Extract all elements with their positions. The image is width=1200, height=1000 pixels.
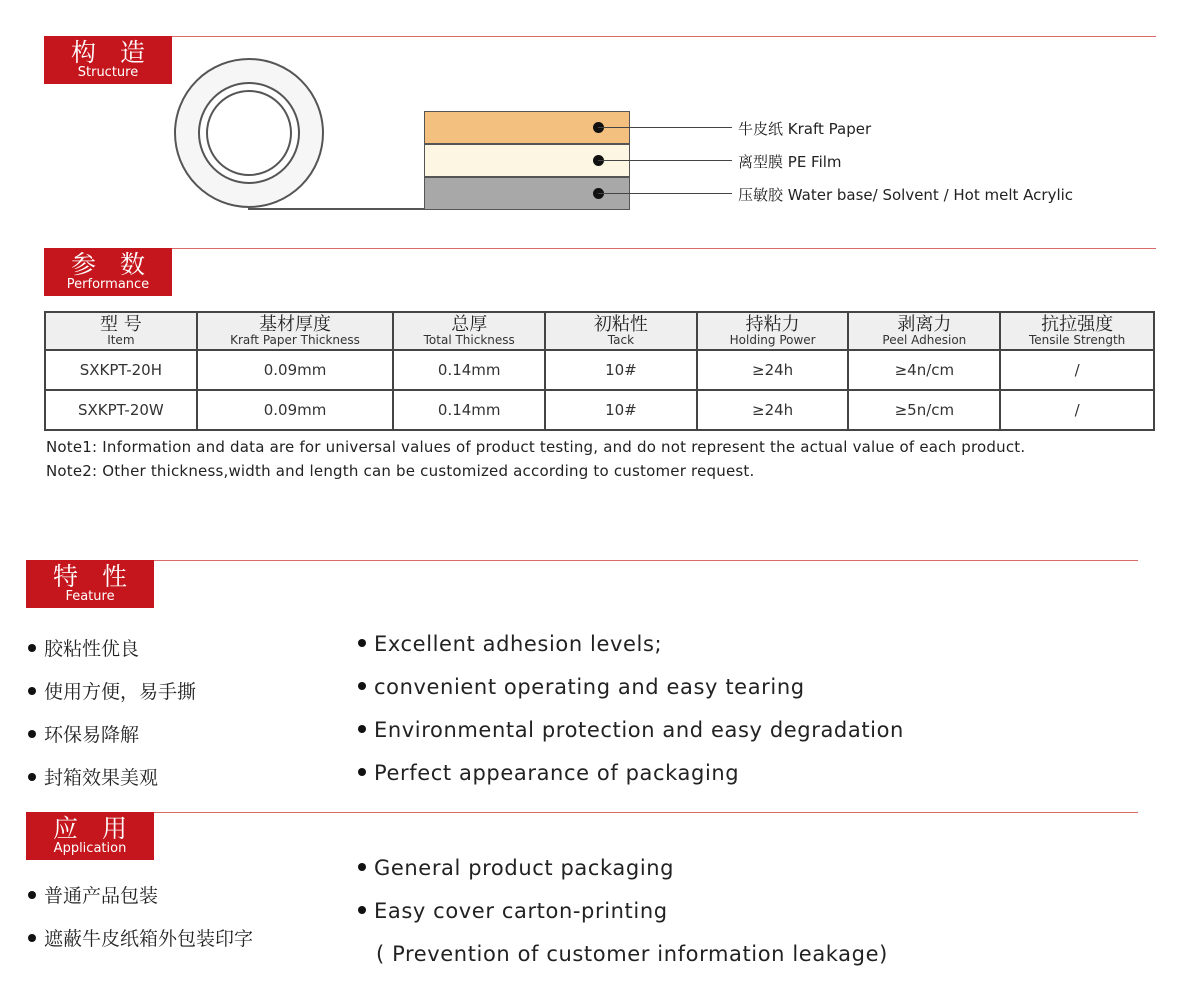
feature-item-en: Excellent adhesion levels;: [358, 632, 662, 656]
application-item-en-extra: ( Prevention of customer information leakage): [376, 942, 888, 966]
column-header: 总厚 Total Thickness: [393, 312, 545, 350]
bullet-dot: [28, 730, 36, 738]
bullet-dot: [28, 773, 36, 781]
table-cell: SXKPT-20W: [45, 390, 197, 430]
performance-header: [44, 248, 1156, 296]
structure-badge: [44, 36, 172, 84]
feature-badge: [26, 560, 154, 608]
application-rule: [26, 812, 1138, 813]
application-title-en: Application: [53, 841, 127, 856]
performance-table: [44, 311, 1155, 431]
table-cell: 0.09mm: [197, 390, 394, 430]
table-cell: 0.09mm: [197, 350, 394, 390]
column-header: 初粘性 Tack: [545, 312, 697, 350]
feature-item-cn: 封箱效果美观: [28, 763, 158, 790]
table-row: [45, 390, 1154, 430]
bullet-dot: [28, 934, 36, 942]
leader-line: [598, 193, 732, 194]
layer-label-kraft-paper: 牛皮纸 Kraft Paper: [738, 120, 872, 138]
application-item-cn: 普通产品包装: [28, 881, 158, 908]
bullet-dot: [28, 644, 36, 652]
layer-label-pe-film: 离型膜 PE Film: [738, 153, 842, 171]
table-cell: 0.14mm: [393, 350, 545, 390]
column-header: 剥离力 Peel Adhesion: [848, 312, 1000, 350]
performance-rule: [44, 248, 1156, 249]
column-header: 型 号 Item: [45, 312, 197, 350]
feature-item-cn: 使用方便，易手撕: [28, 677, 196, 704]
feature-item-cn: 胶粘性优良: [28, 634, 139, 661]
table-cell: ≥5n/cm: [848, 390, 1000, 430]
bullet-dot: [358, 682, 366, 690]
leader-line: [598, 127, 732, 128]
table-row: [45, 350, 1154, 390]
table-cell: /: [1000, 390, 1154, 430]
performance-badge: [44, 248, 172, 296]
table-cell: ≥24h: [697, 390, 849, 430]
application-title-cn: 应 用: [53, 814, 135, 843]
performance-title-cn: 参 数: [71, 250, 153, 279]
note-2: Note2: Other thickness,width and length can be customized according to customer request.: [46, 462, 755, 480]
table-cell: ≥4n/cm: [848, 350, 1000, 390]
feature-item-cn: 环保易降解: [28, 720, 139, 747]
roll-tail-line: [248, 208, 424, 210]
table-header-row: [45, 312, 1154, 350]
feature-rule: [26, 560, 1138, 561]
layer-label-adhesive: 压敏胶 Water base/ Solvent / Hot melt Acrylic: [738, 186, 1074, 204]
application-item-en: Easy cover carton-printing: [358, 899, 668, 923]
application-item-en: General product packaging: [358, 856, 674, 880]
bullet-dot: [358, 725, 366, 733]
application-item-cn: 遮蔽牛皮纸箱外包装印字: [28, 924, 253, 951]
bullet-dot: [358, 906, 366, 914]
feature-header: [26, 560, 1138, 608]
column-header: 抗拉强度 Tensile Strength: [1000, 312, 1154, 350]
note-1: Note1: Information and data are for universal values of product testing, and do not represent the actual value of each product.: [46, 438, 1026, 456]
application-badge: [26, 812, 154, 860]
feature-item-en: Perfect appearance of packaging: [358, 761, 739, 785]
column-header: 持粘力 Holding Power: [697, 312, 849, 350]
leader-line: [598, 160, 732, 161]
feature-item-en: convenient operating and easy tearing: [358, 675, 805, 699]
bullet-dot: [28, 687, 36, 695]
table-cell: 0.14mm: [393, 390, 545, 430]
performance-title-en: Performance: [66, 277, 150, 292]
table-cell: SXKPT-20H: [45, 350, 197, 390]
bullet-dot: [358, 768, 366, 776]
roll-core: [206, 90, 292, 176]
table-cell: 10#: [545, 390, 697, 430]
structure-title-cn: 构 造: [71, 38, 153, 67]
application-header: [26, 812, 1138, 860]
table-cell: ≥24h: [697, 350, 849, 390]
table-cell: 10#: [545, 350, 697, 390]
column-header: 基材厚度 Kraft Paper Thickness: [197, 312, 394, 350]
feature-title-en: Feature: [65, 589, 115, 604]
bullet-dot: [358, 863, 366, 871]
bullet-dot: [28, 891, 36, 899]
structure-title-en: Structure: [77, 65, 139, 80]
table-cell: /: [1000, 350, 1154, 390]
feature-item-en: Environmental protection and easy degradation: [358, 718, 904, 742]
bullet-dot: [358, 639, 366, 647]
structure-rule: [44, 36, 1156, 37]
feature-title-cn: 特 性: [53, 562, 135, 591]
